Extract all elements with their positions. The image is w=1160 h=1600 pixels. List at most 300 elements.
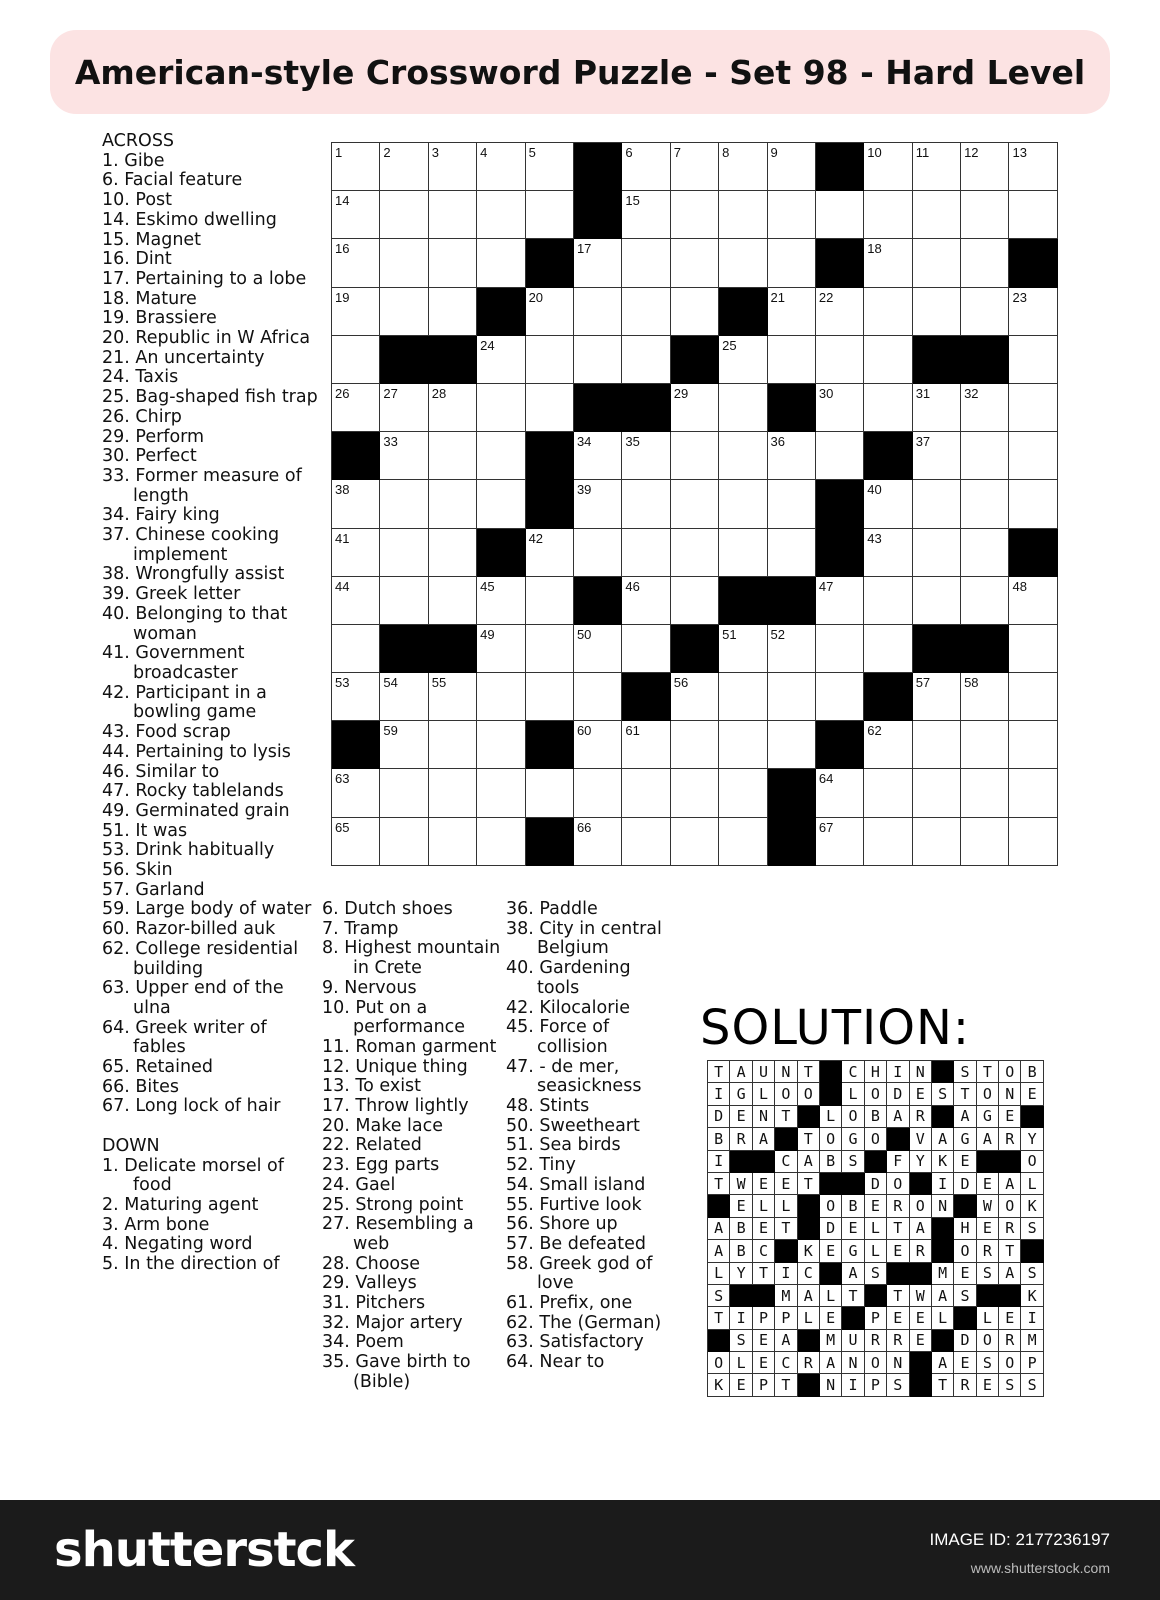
grid-cell[interactable] bbox=[768, 529, 816, 577]
solution-letter: P bbox=[753, 1307, 775, 1329]
grid-cell[interactable] bbox=[429, 288, 477, 336]
grid-cell[interactable] bbox=[332, 818, 380, 866]
grid-cell[interactable] bbox=[913, 529, 961, 577]
grid-cell[interactable] bbox=[380, 769, 428, 817]
across-clue: 67. Long lock of hair bbox=[102, 1096, 281, 1117]
grid-cell[interactable] bbox=[332, 191, 380, 239]
grid-cell[interactable] bbox=[1009, 191, 1057, 239]
grid-cell[interactable] bbox=[477, 480, 525, 528]
grid-cell[interactable] bbox=[622, 721, 670, 769]
grid-block bbox=[526, 721, 574, 769]
grid-cell[interactable] bbox=[429, 529, 477, 577]
solution-letter: D bbox=[954, 1173, 976, 1195]
grid-cell[interactable] bbox=[380, 577, 428, 625]
clue-number: 25 bbox=[722, 337, 737, 353]
grid-cell[interactable] bbox=[380, 721, 428, 769]
clue-number: 16 bbox=[335, 241, 350, 257]
grid-block bbox=[622, 673, 670, 721]
grid-cell[interactable] bbox=[768, 432, 816, 480]
grid-cell[interactable] bbox=[719, 529, 767, 577]
grid-cell[interactable] bbox=[671, 721, 719, 769]
grid-cell[interactable] bbox=[332, 673, 380, 721]
grid-cell[interactable] bbox=[429, 384, 477, 432]
across-clue: 44. Pertaining to lysis bbox=[102, 741, 291, 762]
clue-number: 53 bbox=[335, 675, 350, 691]
grid-cell[interactable] bbox=[719, 673, 767, 721]
grid-cell[interactable] bbox=[429, 239, 477, 287]
solution-letter: S bbox=[932, 1083, 954, 1105]
clue-number: 41 bbox=[335, 530, 350, 546]
grid-block bbox=[1009, 239, 1057, 287]
grid-cell[interactable] bbox=[526, 673, 574, 721]
solution-letter: S bbox=[1021, 1263, 1043, 1285]
solution-letter: D bbox=[865, 1173, 887, 1195]
solution-letter: K bbox=[1021, 1285, 1043, 1307]
solution-block bbox=[820, 1083, 842, 1105]
grid-cell[interactable] bbox=[961, 769, 1009, 817]
down-clue: 54. Small island bbox=[506, 1174, 646, 1195]
grid-cell[interactable] bbox=[913, 673, 961, 721]
across-clue: 19. Brassiere bbox=[102, 308, 217, 329]
clue-number: 30 bbox=[818, 385, 834, 401]
grid-cell[interactable] bbox=[429, 769, 477, 817]
grid-cell[interactable] bbox=[526, 529, 574, 577]
across-clue: 15. Magnet bbox=[102, 229, 202, 250]
grid-cell[interactable] bbox=[526, 769, 574, 817]
grid-cell[interactable] bbox=[380, 529, 428, 577]
solution-letter: A bbox=[999, 1263, 1021, 1285]
grid-cell[interactable] bbox=[526, 336, 574, 384]
solution-letter: S bbox=[887, 1374, 909, 1396]
grid-cell[interactable] bbox=[332, 143, 380, 191]
grid-cell[interactable] bbox=[913, 288, 961, 336]
grid-cell[interactable] bbox=[719, 769, 767, 817]
grid-cell[interactable] bbox=[429, 673, 477, 721]
grid-cell[interactable] bbox=[671, 191, 719, 239]
grid-cell[interactable] bbox=[671, 769, 719, 817]
grid-cell[interactable] bbox=[913, 432, 961, 480]
clue-number: 6 bbox=[625, 145, 633, 160]
grid-cell[interactable] bbox=[816, 432, 864, 480]
grid-cell[interactable] bbox=[768, 625, 816, 673]
grid-cell[interactable] bbox=[332, 384, 380, 432]
down-clue: 45. Force of collision bbox=[506, 1017, 610, 1057]
grid-cell[interactable] bbox=[574, 239, 622, 287]
grid-cell[interactable] bbox=[816, 288, 864, 336]
grid-cell[interactable] bbox=[1009, 721, 1057, 769]
grid-cell[interactable] bbox=[429, 721, 477, 769]
across-clue: 29. Perform bbox=[102, 426, 205, 447]
grid-cell[interactable] bbox=[574, 625, 622, 673]
solution-block bbox=[977, 1151, 999, 1173]
grid-cell[interactable] bbox=[622, 336, 670, 384]
solution-letter: B bbox=[865, 1106, 887, 1128]
grid-cell[interactable] bbox=[816, 818, 864, 866]
grid-cell[interactable] bbox=[768, 288, 816, 336]
grid-cell[interactable] bbox=[768, 721, 816, 769]
shutterstock-logo[interactable]: shutterstck bbox=[54, 1522, 354, 1578]
grid-cell[interactable] bbox=[719, 480, 767, 528]
grid-cell[interactable] bbox=[1009, 384, 1057, 432]
down-clues-column-3 bbox=[506, 900, 666, 1373]
grid-cell[interactable] bbox=[477, 143, 525, 191]
grid-cell[interactable] bbox=[864, 191, 912, 239]
solution-block bbox=[977, 1285, 999, 1307]
grid-cell[interactable] bbox=[574, 769, 622, 817]
grid-cell[interactable] bbox=[864, 480, 912, 528]
grid-cell[interactable] bbox=[864, 239, 912, 287]
grid-cell[interactable] bbox=[622, 288, 670, 336]
grid-cell[interactable] bbox=[477, 239, 525, 287]
grid-cell[interactable] bbox=[1009, 143, 1057, 191]
solution-block bbox=[865, 1285, 887, 1307]
grid-cell[interactable] bbox=[1009, 673, 1057, 721]
grid-cell[interactable] bbox=[816, 336, 864, 384]
solution-block bbox=[820, 1173, 842, 1195]
grid-cell[interactable] bbox=[671, 432, 719, 480]
grid-cell[interactable] bbox=[429, 577, 477, 625]
down-clue: 51. Sea birds bbox=[506, 1135, 621, 1156]
solution-letter: T bbox=[999, 1240, 1021, 1262]
grid-cell[interactable] bbox=[332, 529, 380, 577]
grid-cell[interactable] bbox=[1009, 769, 1057, 817]
solution-letter: U bbox=[753, 1061, 775, 1083]
solution-block bbox=[775, 1240, 797, 1262]
grid-cell[interactable] bbox=[477, 577, 525, 625]
grid-cell[interactable] bbox=[380, 143, 428, 191]
grid-cell[interactable] bbox=[477, 721, 525, 769]
clue-number: 62 bbox=[867, 723, 882, 739]
grid-cell[interactable] bbox=[961, 818, 1009, 866]
grid-cell[interactable] bbox=[816, 625, 864, 673]
down-clue: 47. - de mer, seasickness bbox=[506, 1056, 642, 1097]
grid-cell[interactable] bbox=[719, 625, 767, 673]
solution-letter: E bbox=[753, 1352, 775, 1374]
grid-cell[interactable] bbox=[961, 673, 1009, 721]
grid-cell[interactable] bbox=[719, 384, 767, 432]
clue-number: 1 bbox=[335, 145, 343, 160]
grid-cell[interactable] bbox=[380, 239, 428, 287]
grid-cell[interactable] bbox=[526, 577, 574, 625]
solution-letter: O bbox=[798, 1083, 820, 1105]
solution-letter: D bbox=[954, 1330, 976, 1352]
grid-cell[interactable] bbox=[768, 673, 816, 721]
solution-letter: A bbox=[798, 1285, 820, 1307]
footer-url[interactable]: www.shutterstock.com bbox=[970, 1560, 1110, 1576]
grid-cell[interactable] bbox=[671, 818, 719, 866]
grid-block bbox=[864, 673, 912, 721]
solution-letter: R bbox=[910, 1240, 932, 1262]
across-clue: 6. Facial feature bbox=[102, 170, 243, 191]
grid-cell[interactable] bbox=[380, 432, 428, 480]
grid-cell[interactable] bbox=[913, 818, 961, 866]
solution-letter: G bbox=[730, 1083, 752, 1105]
solution-block bbox=[708, 1330, 730, 1352]
grid-cell[interactable] bbox=[816, 577, 864, 625]
grid-cell[interactable] bbox=[719, 143, 767, 191]
across-clue: 38. Wrongfully assist bbox=[102, 564, 285, 585]
grid-cell[interactable] bbox=[768, 239, 816, 287]
grid-cell[interactable] bbox=[477, 191, 525, 239]
grid-cell[interactable] bbox=[380, 480, 428, 528]
grid-cell[interactable] bbox=[574, 336, 622, 384]
grid-cell[interactable] bbox=[816, 673, 864, 721]
solution-letter: T bbox=[708, 1173, 730, 1195]
across-clue: 64. Greek writer of fables bbox=[102, 1017, 267, 1058]
grid-cell[interactable] bbox=[719, 239, 767, 287]
grid-cell[interactable] bbox=[574, 721, 622, 769]
solution-letter: E bbox=[753, 1173, 775, 1195]
across-clue: 30. Perfect bbox=[102, 446, 197, 467]
solution-letter: P bbox=[865, 1374, 887, 1396]
solution-letter: S bbox=[1021, 1218, 1043, 1240]
solution-letter: A bbox=[932, 1285, 954, 1307]
across-heading: ACROSS bbox=[102, 131, 175, 151]
grid-cell[interactable] bbox=[429, 191, 477, 239]
across-clue: 39. Greek letter bbox=[102, 584, 241, 605]
grid-cell[interactable] bbox=[864, 625, 912, 673]
grid-cell[interactable] bbox=[429, 818, 477, 866]
grid-cell[interactable] bbox=[477, 769, 525, 817]
solution-letter: T bbox=[842, 1285, 864, 1307]
grid-cell[interactable] bbox=[526, 191, 574, 239]
grid-cell[interactable] bbox=[477, 673, 525, 721]
grid-cell[interactable] bbox=[477, 336, 525, 384]
grid-cell[interactable] bbox=[332, 239, 380, 287]
down-clue: 58. Greek god of love bbox=[506, 1253, 653, 1294]
grid-cell[interactable] bbox=[622, 432, 670, 480]
grid-cell[interactable] bbox=[864, 769, 912, 817]
grid-cell[interactable] bbox=[622, 191, 670, 239]
solution-letter: E bbox=[999, 1307, 1021, 1329]
across-clues-column bbox=[102, 132, 322, 1275]
grid-cell[interactable] bbox=[526, 384, 574, 432]
grid-block bbox=[574, 191, 622, 239]
solution-block bbox=[932, 1218, 954, 1240]
grid-cell[interactable] bbox=[671, 143, 719, 191]
solution-block bbox=[954, 1195, 976, 1217]
solution-letter: E bbox=[753, 1330, 775, 1352]
grid-block bbox=[574, 577, 622, 625]
grid-cell[interactable] bbox=[913, 769, 961, 817]
clue-number: 13 bbox=[1012, 145, 1027, 160]
grid-cell[interactable] bbox=[913, 239, 961, 287]
solution-block bbox=[999, 1151, 1021, 1173]
across-clue: 63. Upper end of the ulna bbox=[102, 978, 284, 1018]
grid-cell[interactable] bbox=[380, 384, 428, 432]
grid-cell[interactable] bbox=[429, 432, 477, 480]
grid-cell[interactable] bbox=[768, 480, 816, 528]
solution-letter: P bbox=[775, 1307, 797, 1329]
clue-number: 55 bbox=[431, 675, 447, 691]
grid-block bbox=[526, 239, 574, 287]
grid-cell[interactable] bbox=[574, 288, 622, 336]
solution-block bbox=[910, 1352, 932, 1374]
solution-letter: M bbox=[1021, 1330, 1043, 1352]
grid-cell[interactable] bbox=[477, 432, 525, 480]
clue-number: 26 bbox=[335, 385, 350, 401]
grid-cell[interactable] bbox=[1009, 432, 1057, 480]
grid-block bbox=[477, 529, 525, 577]
clue-number: 52 bbox=[770, 626, 785, 642]
down-clues-column-2 bbox=[322, 900, 502, 1393]
grid-cell[interactable] bbox=[768, 143, 816, 191]
grid-cell[interactable] bbox=[526, 625, 574, 673]
solution-letter: B bbox=[820, 1151, 842, 1173]
grid-cell[interactable] bbox=[671, 529, 719, 577]
solution-letter: T bbox=[775, 1218, 797, 1240]
grid-cell[interactable] bbox=[622, 577, 670, 625]
grid-cell[interactable] bbox=[1009, 818, 1057, 866]
grid-cell[interactable] bbox=[332, 625, 380, 673]
down-clue: 61. Prefix, one bbox=[506, 1293, 633, 1314]
grid-cell[interactable] bbox=[719, 432, 767, 480]
grid-cell[interactable] bbox=[332, 769, 380, 817]
grid-cell[interactable] bbox=[864, 577, 912, 625]
grid-cell[interactable] bbox=[768, 191, 816, 239]
grid-block bbox=[719, 288, 767, 336]
solution-letter: S bbox=[730, 1330, 752, 1352]
grid-cell[interactable] bbox=[864, 143, 912, 191]
grid-cell[interactable] bbox=[622, 625, 670, 673]
grid-cell[interactable] bbox=[622, 480, 670, 528]
grid-cell[interactable] bbox=[671, 384, 719, 432]
grid-cell[interactable] bbox=[574, 432, 622, 480]
grid-cell[interactable] bbox=[816, 769, 864, 817]
grid-cell[interactable] bbox=[913, 577, 961, 625]
solution-block bbox=[730, 1285, 752, 1307]
grid-cell[interactable] bbox=[864, 721, 912, 769]
grid-cell[interactable] bbox=[913, 721, 961, 769]
grid-cell[interactable] bbox=[1009, 625, 1057, 673]
grid-cell[interactable] bbox=[380, 818, 428, 866]
grid-cell[interactable] bbox=[380, 288, 428, 336]
solution-letter: G bbox=[954, 1128, 976, 1150]
grid-cell[interactable] bbox=[961, 384, 1009, 432]
grid-cell[interactable] bbox=[526, 143, 574, 191]
grid-cell[interactable] bbox=[1009, 480, 1057, 528]
grid-cell[interactable] bbox=[719, 721, 767, 769]
down-clue: 62. The (German) bbox=[506, 1312, 662, 1333]
down-clue: 22. Related bbox=[322, 1135, 422, 1156]
grid-cell[interactable] bbox=[913, 480, 961, 528]
grid-block bbox=[768, 577, 816, 625]
down-clue: 3. Arm bone bbox=[102, 1214, 210, 1235]
across-clue: 16. Dint bbox=[102, 249, 172, 270]
grid-cell[interactable] bbox=[961, 577, 1009, 625]
grid-cell[interactable] bbox=[961, 721, 1009, 769]
grid-cell[interactable] bbox=[816, 384, 864, 432]
grid-cell[interactable] bbox=[380, 191, 428, 239]
grid-cell[interactable] bbox=[622, 239, 670, 287]
grid-cell[interactable] bbox=[477, 818, 525, 866]
grid-cell[interactable] bbox=[961, 239, 1009, 287]
grid-cell[interactable] bbox=[961, 288, 1009, 336]
grid-cell[interactable] bbox=[622, 769, 670, 817]
grid-cell[interactable] bbox=[961, 529, 1009, 577]
grid-cell[interactable] bbox=[864, 818, 912, 866]
grid-cell[interactable] bbox=[1009, 288, 1057, 336]
grid-cell[interactable] bbox=[864, 529, 912, 577]
grid-cell[interactable] bbox=[671, 239, 719, 287]
grid-cell[interactable] bbox=[332, 577, 380, 625]
grid-cell[interactable] bbox=[477, 625, 525, 673]
grid-block bbox=[332, 432, 380, 480]
grid-cell[interactable] bbox=[671, 480, 719, 528]
grid-cell[interactable] bbox=[332, 288, 380, 336]
solution-block bbox=[820, 1061, 842, 1083]
grid-cell[interactable] bbox=[574, 529, 622, 577]
solution-letter: W bbox=[730, 1173, 752, 1195]
clue-number: 28 bbox=[431, 385, 447, 401]
grid-cell[interactable] bbox=[622, 143, 670, 191]
grid-cell[interactable] bbox=[864, 288, 912, 336]
solution-block bbox=[999, 1285, 1021, 1307]
grid-cell[interactable] bbox=[526, 288, 574, 336]
solution-block bbox=[1021, 1106, 1043, 1128]
grid-cell[interactable] bbox=[961, 480, 1009, 528]
grid-cell[interactable] bbox=[429, 143, 477, 191]
grid-cell[interactable] bbox=[913, 384, 961, 432]
solution-letter: A bbox=[842, 1263, 864, 1285]
grid-block bbox=[816, 721, 864, 769]
grid-cell[interactable] bbox=[332, 336, 380, 384]
solution-letter: I bbox=[708, 1151, 730, 1173]
grid-cell[interactable] bbox=[332, 480, 380, 528]
grid-cell[interactable] bbox=[574, 673, 622, 721]
solution-letter: Y bbox=[1021, 1128, 1043, 1150]
clue-number: 17 bbox=[576, 241, 592, 257]
grid-cell[interactable] bbox=[574, 818, 622, 866]
solution-letter: T bbox=[753, 1263, 775, 1285]
grid-block bbox=[526, 818, 574, 866]
grid-cell[interactable] bbox=[380, 673, 428, 721]
grid-cell[interactable] bbox=[913, 143, 961, 191]
solution-letter: A bbox=[798, 1151, 820, 1173]
grid-cell[interactable] bbox=[671, 673, 719, 721]
solution-letter: S bbox=[842, 1151, 864, 1173]
down-clue: 28. Choose bbox=[322, 1253, 421, 1274]
solution-letter: L bbox=[775, 1195, 797, 1217]
grid-cell[interactable] bbox=[671, 577, 719, 625]
grid-cell[interactable] bbox=[719, 191, 767, 239]
grid-cell[interactable] bbox=[864, 384, 912, 432]
grid-cell[interactable] bbox=[477, 384, 525, 432]
grid-cell[interactable] bbox=[913, 191, 961, 239]
solution-letter: P bbox=[1021, 1352, 1043, 1374]
grid-cell[interactable] bbox=[768, 336, 816, 384]
solution-letter: D bbox=[708, 1106, 730, 1128]
grid-cell[interactable] bbox=[429, 480, 477, 528]
grid-cell[interactable] bbox=[1009, 577, 1057, 625]
grid-cell[interactable] bbox=[961, 432, 1009, 480]
grid-cell[interactable] bbox=[816, 191, 864, 239]
grid-cell[interactable] bbox=[961, 143, 1009, 191]
grid-cell[interactable] bbox=[864, 336, 912, 384]
down-clue-list-2 bbox=[322, 900, 502, 1393]
grid-cell[interactable] bbox=[574, 480, 622, 528]
grid-cell[interactable] bbox=[671, 288, 719, 336]
grid-cell[interactable] bbox=[961, 191, 1009, 239]
grid-cell[interactable] bbox=[719, 336, 767, 384]
grid-cell[interactable] bbox=[622, 529, 670, 577]
grid-cell[interactable] bbox=[622, 818, 670, 866]
grid-cell[interactable] bbox=[719, 818, 767, 866]
solution-letter: O bbox=[865, 1352, 887, 1374]
clue-number: 34 bbox=[576, 434, 592, 450]
across-clue: 34. Fairy king bbox=[102, 505, 220, 526]
grid-cell[interactable] bbox=[1009, 336, 1057, 384]
